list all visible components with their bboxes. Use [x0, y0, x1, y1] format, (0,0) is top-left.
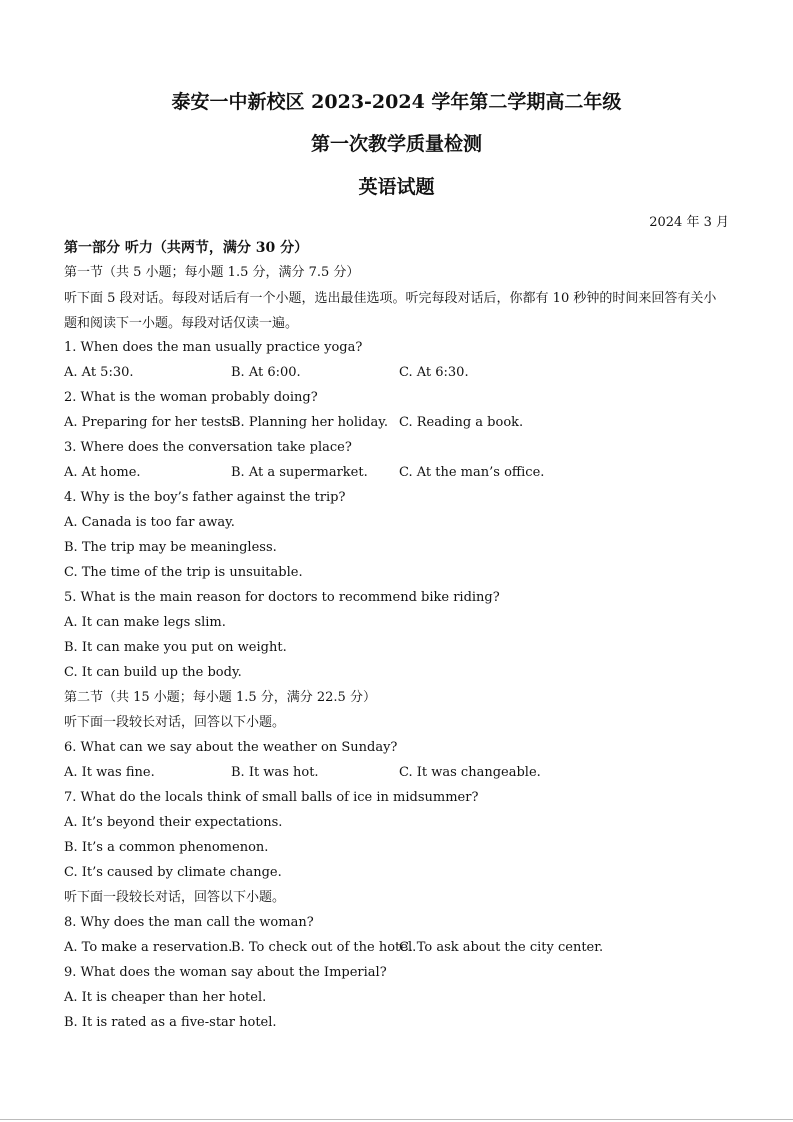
q9-option-b: B. It is rated as a five-star hotel. [64, 1015, 277, 1030]
question-8: 8. Why does the man call the woman? [64, 915, 314, 930]
q1-option-a: A. At 5:30. [64, 365, 134, 380]
section1-instructions: 听下面 5 段对话。每段对话后有一个小题，选出最佳选项。听完每段对话后，你都有 10 秒钟的时间来回答有关小题和阅读下一小题。每段对话仅读一遍。 [64, 291, 717, 331]
q6-option-b: B. It was hot. [231, 765, 319, 780]
q3-option-b: B. At a supermarket. [231, 465, 368, 480]
question-5: 5. What is the main reason for doctors to recommend bike riding? [64, 590, 500, 605]
q5-option-c: C. It can build up the body. [64, 665, 242, 680]
q5-option-b: B. It can make you put on weight. [64, 640, 287, 655]
question-4: 4. Why is the boy’s father against the trip? [64, 490, 346, 505]
q7-option-a: A. It’s beyond their expectations. [64, 815, 283, 830]
question-3: 3. Where does the conversation take place? [64, 440, 352, 455]
q3-option-a: A. At home. [64, 465, 141, 480]
q2-option-b: B. Planning her holiday. [231, 415, 388, 430]
q6-option-a: A. It was fine. [64, 765, 155, 780]
page-bottom-rule [0, 1119, 793, 1120]
q8-option-a: A. To make a reservation. [64, 940, 233, 955]
q3-option-c: C. At the man’s office. [399, 465, 545, 480]
q2-option-a: A. Preparing for her tests. [64, 415, 237, 430]
q4-option-b: B. The trip may be meaningless. [64, 540, 277, 555]
q2-option-c: C. Reading a book. [399, 415, 524, 430]
section1-heading: 第一节（共 5 小题；每小题 1.5 分，满分 7.5 分） [64, 265, 360, 280]
question-9: 9. What does the woman say about the Imperial? [64, 965, 387, 980]
exam-title-line1: 泰安一中新校区 2023-2024 学年第二学期高二年级 [171, 91, 622, 113]
question-1: 1. When does the man usually practice yoga? [64, 340, 363, 355]
exam-title-line2: 第一次教学质量检测 [310, 133, 482, 155]
q7-option-b: B. It’s a common phenomenon. [64, 840, 269, 855]
section2-heading: 第二节（共 15 小题；每小题 1.5 分，满分 22.5 分） [64, 690, 376, 705]
part1-heading: 第一部分 听力（共两节，满分 30 分） [64, 240, 309, 256]
exam-title-line3: 英语试题 [358, 176, 435, 198]
q4-option-c: C. The time of the trip is unsuitable. [64, 565, 303, 580]
q1-option-c: C. At 6:30. [399, 365, 469, 380]
q8-option-c: C. To ask about the city center. [399, 940, 604, 955]
q4-option-a: A. Canada is too far away. [64, 515, 235, 530]
long-dialog-instruction-2: 听下面一段较长对话，回答以下小题。 [64, 890, 286, 905]
question-2: 2. What is the woman probably doing? [64, 390, 318, 405]
q6-option-c: C. It was changeable. [399, 765, 541, 780]
question-7: 7. What do the locals think of small balls of ice in midsummer? [64, 790, 479, 805]
q9-option-a: A. It is cheaper than her hotel. [64, 990, 267, 1005]
question-6: 6. What can we say about the weather on Sunday? [64, 740, 398, 755]
q1-option-b: B. At 6:00. [231, 365, 301, 380]
q5-option-a: A. It can make legs slim. [64, 615, 226, 630]
q7-option-c: C. It’s caused by climate change. [64, 865, 282, 880]
long-dialog-instruction-1: 听下面一段较长对话，回答以下小题。 [64, 715, 286, 730]
exam-date: 2024 年 3 月 [649, 215, 729, 230]
q8-option-b: B. To check out of the hotel. [231, 940, 417, 955]
